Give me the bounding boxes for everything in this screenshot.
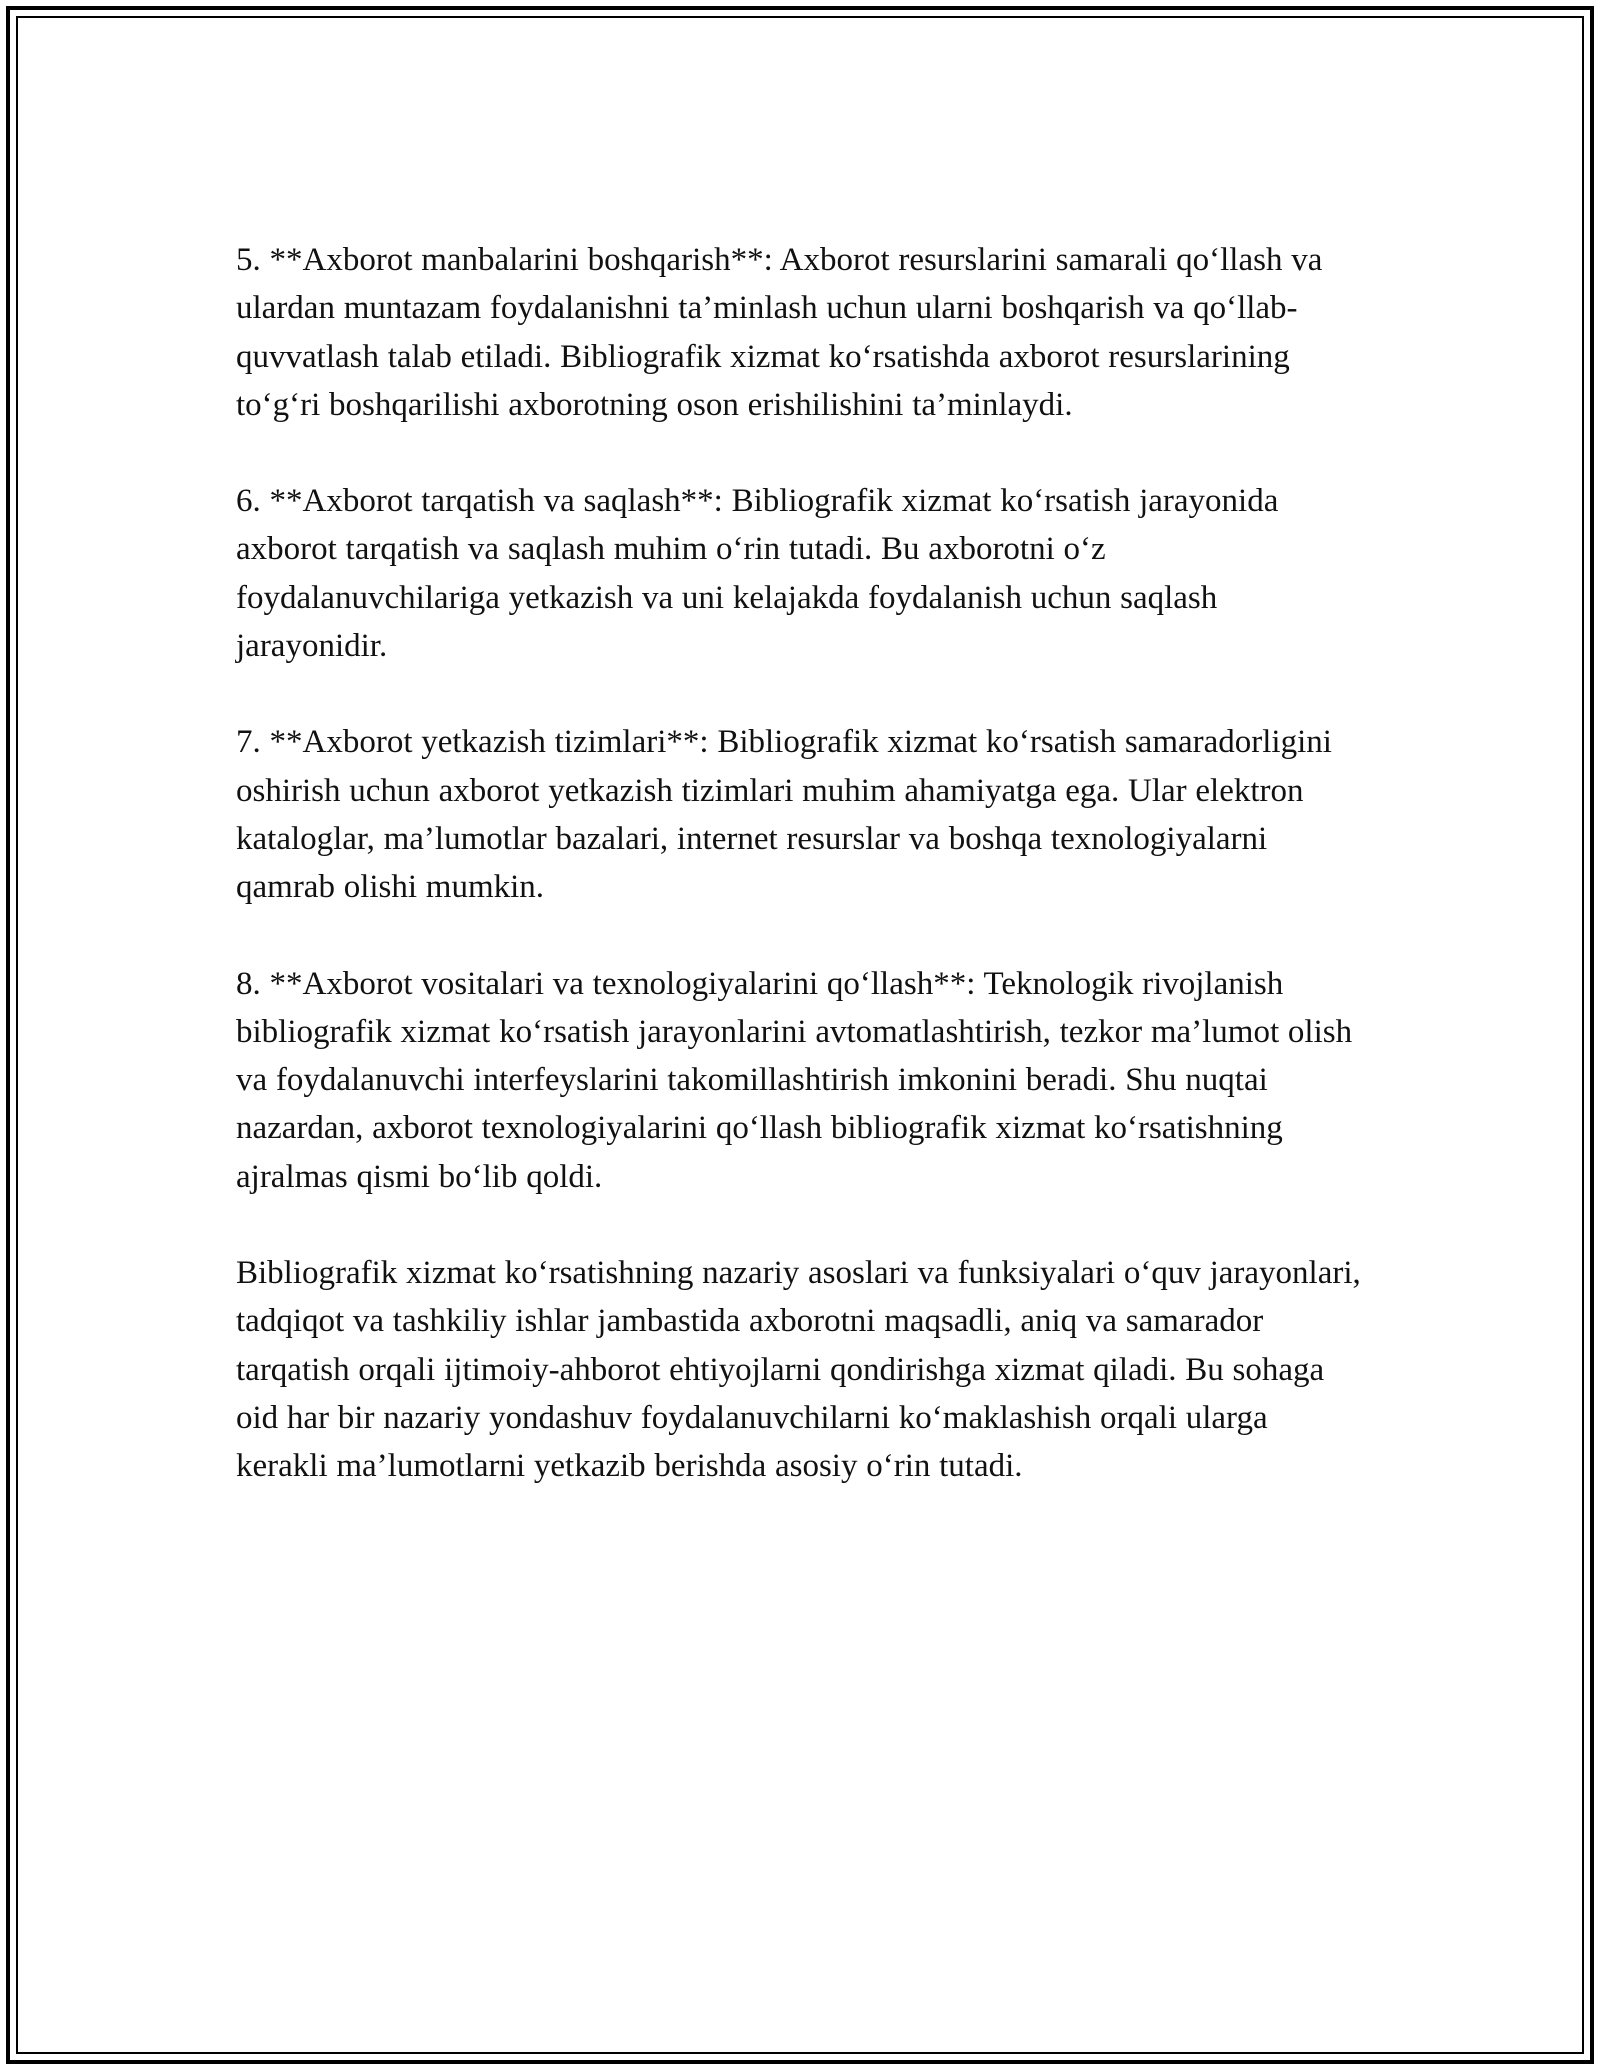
document-body [236,236,1366,1491]
paragraph-conclusion: Bibliografik xizmat ko‘rsatishning nazariy asoslari va funksiyalari o‘quv jarayonlari, tadqiqot va tashkiliy ishlar jambastida axborotni maqsadli, aniq va samarador tarqatish orqali ijtimoiy-ahborot ehtiyojlarni qondirishga xizmat qiladi. Bu sohaga oid har bir nazariy yondashuv foydalanuvchilarni ko‘maklashish orqali ularga kerakli ma’lumotlarni yetkazib berishda asosiy o‘rin tutadi. [236,1255,1361,1485]
paragraph-item-7: 7. **Axborot yetkazish tizimlari**: Bibliografik xizmat ko‘rsatish samaradorligini oshirish uchun axborot yetkazish tizimlari muhim ahamiyatga ega. Ular elektron kataloglar, ma’lumotlar bazalari, internet resurslar va boshqa texnologiyalarni qamrab olishi mumkin. [236,724,1332,906]
paragraph-item-8: 8. **Axborot vositalari va texnologiyalarini qo‘llash**: Teknologik rivojlanish bibliografik xizmat ko‘rsatish jarayonlarini avtomatlashtirish, tezkor ma’lumot olish va foydalanuvchi interfeyslarini takomillashtirish imkonini beradi. Shu nuqtai nazardan, axborot texnologiyalarini qo‘llash bibliografik xizmat ko‘rsatishning ajralmas qismi bo‘lib qoldi. [236,965,1353,1195]
paragraph-item-6: 6. **Axborot tarqatish va saqlash**: Bibliografik xizmat ko‘rsatish jarayonida axborot tarqatish va saqlash muhim o‘rin tutadi. Bu axborotni o‘z foydalanuvchilariga yetkazish va uni kelajakda foydalanish uchun saqlash jarayonidir. [236,483,1279,665]
paragraph-item-5: 5. **Axborot manbalarini boshqarish**: Axborot resurslarini samarali qo‘llash va ulardan muntazam foydalanishni ta’minlash uchun ularni boshqarish va qo‘llab-quvvatlash talab etiladi. Bibliografik xizmat ko‘rsatishda axborot resurslarining to‘g‘ri boshqarilishi axborotning oson erishilishini ta’minlaydi. [236,242,1323,423]
